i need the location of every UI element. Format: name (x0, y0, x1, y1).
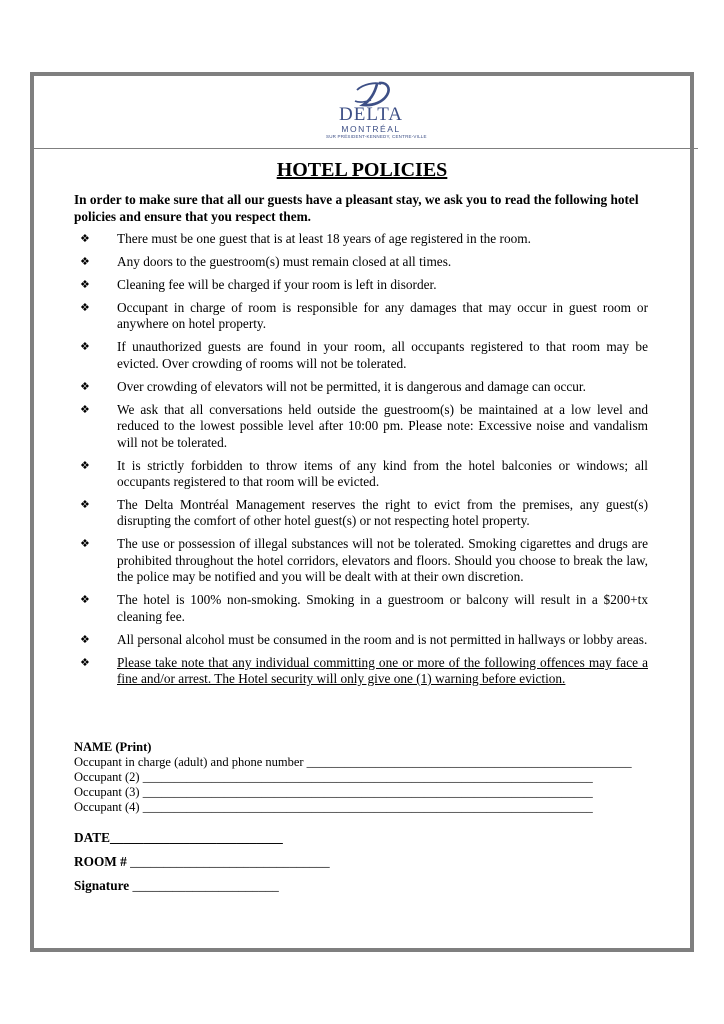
diamond-bullet-icon: ❖ (80, 301, 90, 314)
occupant-4-field[interactable]: Occupant (4) ________________________________________________________________________ (74, 800, 593, 814)
policy-text: Cleaning fee will be charged if your room is left in disorder. (117, 277, 437, 292)
signature-field[interactable] (74, 874, 664, 898)
policy-text: Please take note that any individual committing one or more of the following offences may face a fine and/or arrest. The Hotel security will only give one (1) warning before eviction. (117, 654, 648, 687)
policy-item (74, 497, 648, 530)
policy-item (74, 458, 648, 491)
diamond-bullet-icon: ❖ (80, 402, 90, 416)
room-field[interactable] (74, 850, 664, 874)
policy-item (74, 300, 648, 333)
occupant-2-field[interactable]: Occupant (2) ________________________________________________________________________ (74, 770, 593, 784)
room-label: ROOM # (74, 854, 131, 869)
occupant-3-field[interactable]: Occupant (3) ________________________________________________________________________ (74, 785, 593, 799)
diamond-bullet-icon: ❖ (80, 340, 90, 354)
diamond-bullet-icon: ❖ (80, 498, 90, 512)
diamond-bullet-icon: ❖ (80, 632, 90, 646)
date-field[interactable]: DATE__________________________ (74, 830, 283, 845)
policy-item-warning (74, 655, 648, 688)
policy-item (74, 339, 648, 372)
diamond-bullet-icon: ❖ (80, 278, 90, 291)
policy-item (74, 379, 648, 395)
policy-item (74, 277, 648, 293)
policy-text: It is strictly forbidden to throw items of any kind from the hotel balconies or windows; all occupants registered to that room will be evicted. (117, 457, 648, 490)
diamond-bullet-icon: ❖ (80, 458, 90, 472)
policy-text: Occupant in charge of room is responsible for any damages that may occur in guest room or anywhere on hotel property. (117, 300, 648, 332)
policy-text: Over crowding of elevators will not be permitted, it is dangerous and damage can occur. (117, 378, 586, 394)
policy-item (74, 402, 648, 451)
policy-text: There must be one guest that is at least 18 years of age registered in the room. (117, 231, 531, 246)
policy-item (74, 632, 648, 648)
logo-address: SUR PRÉSIDENT-KENNEDY, CENTRE-VILLE (326, 134, 427, 139)
logo-city: MONTRÉAL (341, 124, 401, 134)
diamond-bullet-icon: ❖ (80, 379, 90, 393)
logo-wordmark: DELTA (339, 104, 403, 125)
policy-text: If unauthorized guests are found in your room, all occupants registered to that room may be evicted. Over crowding of rooms will not be tolerated. (117, 339, 648, 371)
page-title-text: HOTEL POLICIES (276, 159, 448, 181)
diamond-bullet-icon: ❖ (80, 232, 90, 245)
policy-item (74, 592, 648, 625)
occupant-in-charge-field[interactable]: Occupant in charge (adult) and phone number ____________________________________________________ (74, 755, 632, 769)
signature-line: ______________________ (132, 878, 279, 893)
diamond-bullet-icon: ❖ (80, 255, 90, 268)
policy-text: The hotel is 100% non-smoking. Smoking in a guestroom or balcony will result in a $200+tx cleaning fee. (117, 592, 648, 624)
signature-label: Signature (74, 878, 133, 893)
policy-text: We ask that all conversations held outside the guestroom(s) be maintained at a low level and reduced to the lowest possible level after 10:00 pm. Please note: Excessive noise and vandalism will not be tolerated. (117, 401, 648, 450)
policy-text: Any doors to the guestroom(s) must remain closed at all times. (117, 254, 452, 269)
policy-text: All personal alcohol must be consumed in the room and is not permitted in hallways or lobby areas. (117, 631, 648, 647)
diamond-bullet-icon: ❖ (80, 593, 90, 607)
diamond-bullet-icon: ❖ (80, 655, 90, 669)
policy-item (74, 254, 648, 270)
intro-paragraph: In order to make sure that all our guests have a pleasant stay, we ask you to read the following hotel policies and ensure that you respect them. (74, 192, 639, 224)
guest-form (74, 740, 664, 898)
diamond-bullet-icon: ❖ (80, 537, 90, 551)
policy-text: The use or possession of illegal substances will not be tolerated. Smoking cigarettes and drugs are prohibited throughout the hotel corridors, elevators and floors. Should you choose to break the law, the police may be notified and you will be dealt with at their own discretion. (117, 536, 648, 585)
policy-item (74, 231, 648, 247)
policy-list (74, 231, 648, 694)
header-divider (34, 148, 698, 149)
room-line: ______________________________ (130, 854, 330, 869)
policy-item (74, 536, 648, 585)
policy-text: The Delta Montréal Management reserves the right to evict from the premises, any guest(s) disrupting the comfort of other hotel guest(s) or not respecting hotel property. (117, 497, 648, 529)
name-heading: NAME (Print) (74, 740, 152, 754)
page-title (0, 158, 724, 182)
delta-montreal-logo (326, 80, 427, 148)
